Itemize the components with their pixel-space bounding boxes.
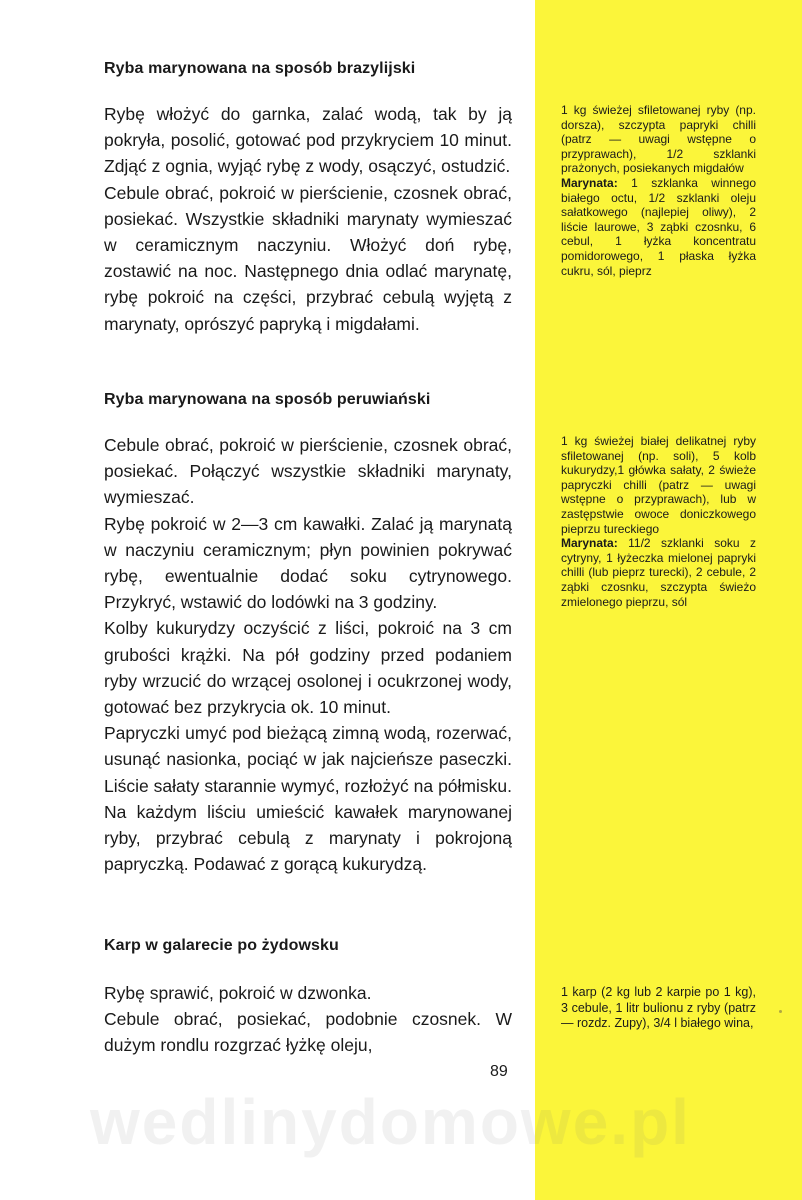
recipe-instructions [104,101,512,337]
marinade-text: 11/2 szklanki soku z cytryny, 1 łyżeczka mielonej papryki chilli (lub pieprz turecki), 2 cebule, 2 ząbki czosnku, szczypta świeżo zmielonego pieprzu, sól [561,536,756,609]
marinade-label: Marynata: [561,175,618,190]
recipe-instructions [104,432,512,877]
marinade-label: Marynata: [561,536,618,551]
paragraph: Papryczki umyć pod bieżącą zimną wodą, rozerwać, usunąć nasionka, pociąć w jak najcieńsze paseczki. Liście sałaty starannie wymyć, rozłożyć na półmisku. Na każdym liściu umieścić kawałek marynowanej ryby, przybrać cebulą z marynaty i pokrojoną papryczką. Podawać z gorącą kukurydzą. [104,723,512,875]
ingredients-sidebar [535,0,802,1200]
marinade-text: 1 szklanka winnego białego octu, 1/2 szklanki oleju sałatkowego (najlepiej oliwy), 2 liście laurowe, 3 ząbki czosnku, 6 cebul, 1 łyżka koncentratu pomidorowego, 1 płaska łyżka cukru, sól, pieprz [561,175,756,278]
paragraph: Rybę pokroić w 2—3 cm kawałki. Zalać ją marynatą w naczyniu ceramicznym; płyn powinien pokrywać rybę, ewentualnie dodać soku cytrynowego. Przykryć, wstawić do lodówki na 3 godziny. [104,513,512,613]
ingredients-list: 1 karp (2 kg lub 2 karpie po 1 kg), 3 cebule, 1 litr bulionu z ryby (patrz — rozdz. Zupy), 3/4 l białego wina, [561,985,756,1030]
recipe-instructions [104,980,512,1059]
recipe-title: Karp w galarecie po żydowsku [104,937,339,954]
paragraph: Cebule obrać, pokroić w pierścienie, czosnek obrać, posiekać. Wszystkie składniki marynaty wymieszać w ceramicznym naczyniu. Włożyć doń rybę, zostawić na noc. Następnego dnia odlać marynatę, rybę pokroić na części, przybrać cebulą wyjętą z marynaty, oprószyć papryką i migdałami. [104,182,512,334]
paragraph: Rybę włożyć do garnka, zalać wodą, tak by ją pokryła, posolić, gotować pod przykryciem 10 minut. Zdjąć z ognia, wyjąć rybę z wody, osączyć, ostudzić. [104,104,512,177]
marinade-list [561,536,756,609]
paragraph: Cebule obrać, posiekać, podobnie czosnek. W dużym rondlu rozgrzać łyżkę oleju, [104,1009,512,1056]
speck [779,1010,782,1013]
ingredients-list: 1 kg świeżej sfiletowanej ryby (np. dorsza), szczypta papryki chilli (patrz — uwagi wstępne o przyprawach), 1/2 szklanki prażonych, posiekanych migdałów [561,103,756,176]
recipe-title: Ryba marynowana na sposób peruwiański [104,391,431,408]
page-number: 89 [490,1063,508,1080]
paragraph: Kolby kukurydzy oczyścić z liści, pokroić na 3 cm grubości krążki. Na pół godziny przed podaniem ryby wrzucić do wrzącej osolonej i ocukrzonej wody, gotować bez przykrycia ok. 10 minut. [104,618,512,718]
ingredients-list: 1 kg świeżej białej delikatnej ryby sfiletowanej (np. soli), 5 kolb kukurydzy,1 główka sałaty, 2 świeże papryczki chilli (patrz — uwagi wstępne o przyprawach), lub w zastępstwie owoce doniczkowego pieprzu tureckiego [561,434,756,536]
marinade-list [561,176,756,278]
watermark: wedlinydomowe.pl [90,1086,691,1158]
paragraph: Rybę sprawić, pokroić w dzwonka. [104,983,372,1003]
ingredients-note [561,985,756,1032]
ingredients-note [561,434,756,609]
recipe-title: Ryba marynowana na sposób brazylijski [104,60,416,77]
paragraph: Cebule obrać, pokroić w pierścienie, czosnek obrać, posiekać. Połączyć wszystkie składniki marynaty, wymieszać. [104,435,512,508]
ingredients-note [561,103,756,278]
